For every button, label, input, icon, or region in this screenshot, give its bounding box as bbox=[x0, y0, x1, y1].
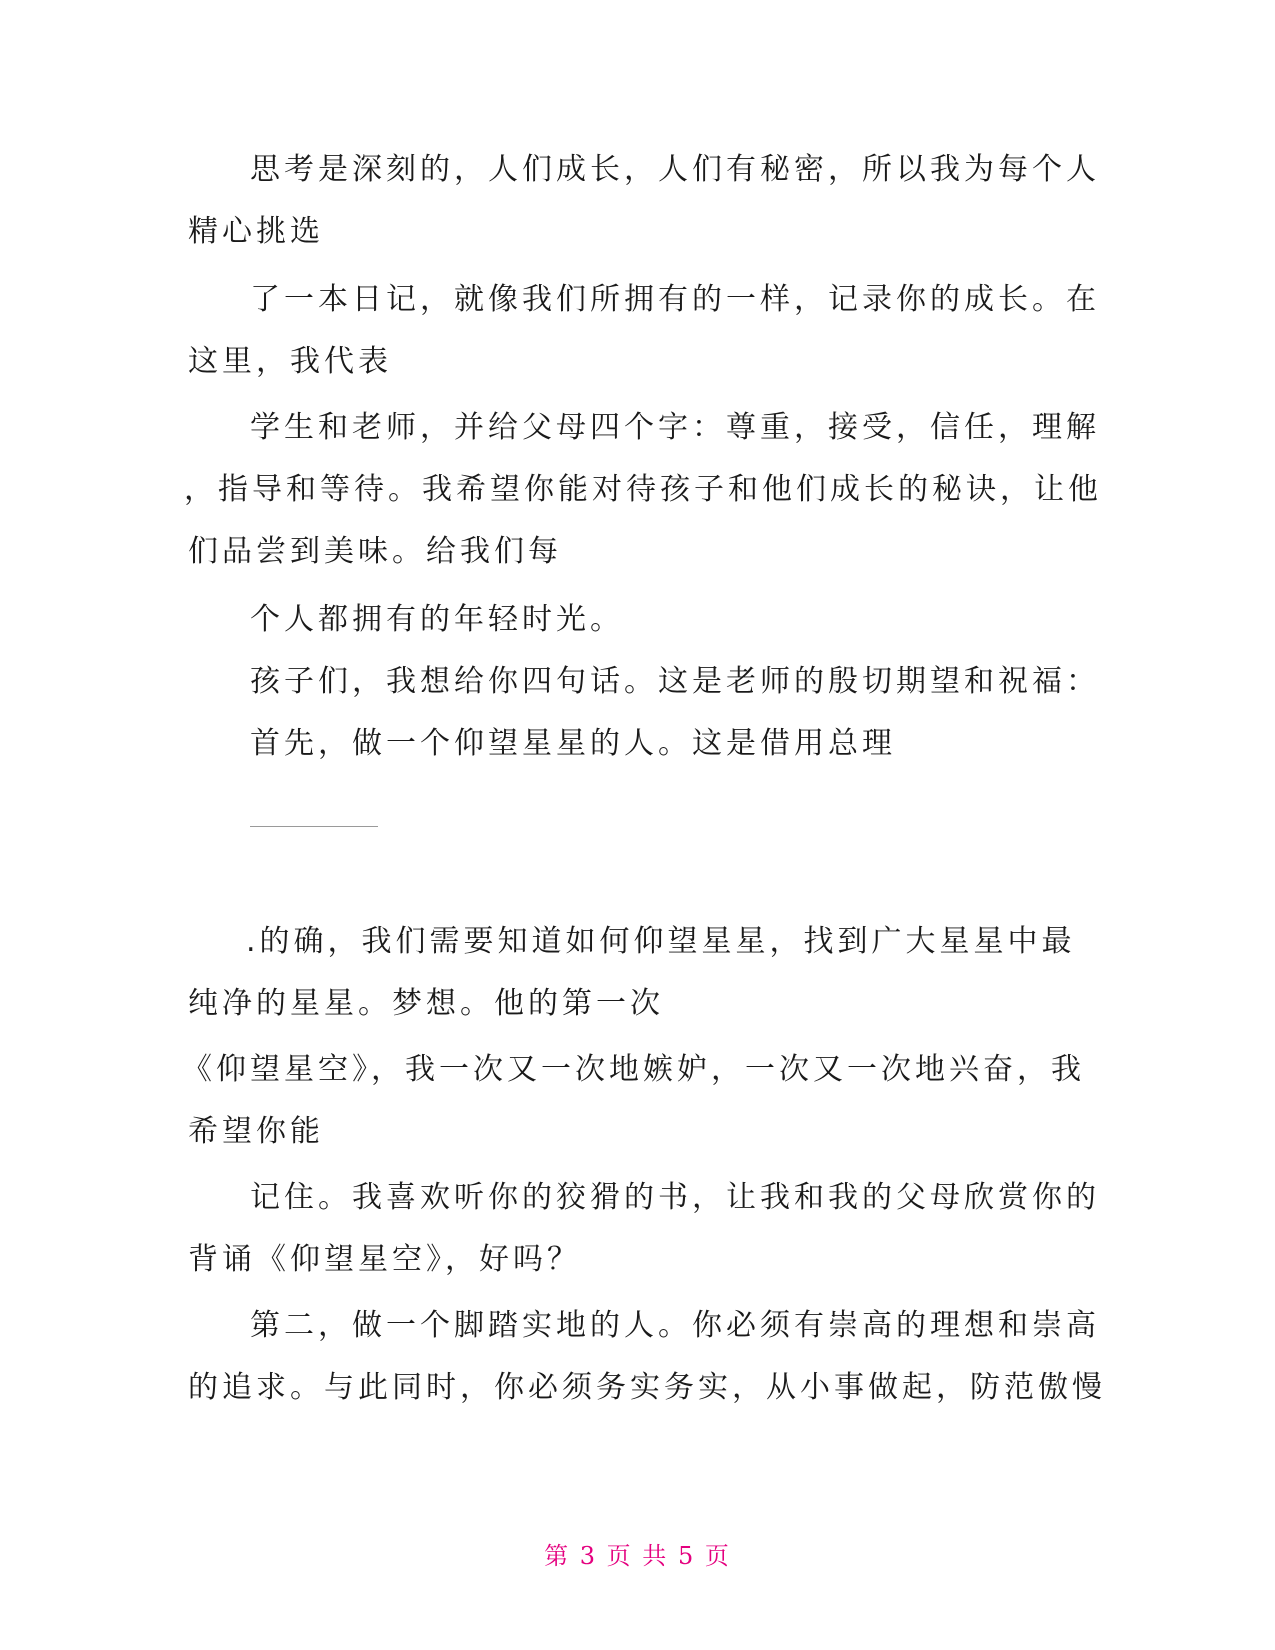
text-line-2: 精心挑选 bbox=[188, 214, 324, 249]
text-line-13: 《仰望星空》，我一次又一次地嫉妒，一次又一次地兴奋，我 bbox=[182, 1052, 1085, 1087]
text-line-16: 背诵《仰望星空》，好吗？ bbox=[188, 1242, 581, 1277]
text-line-8: 个人都拥有的年轻时光。 bbox=[250, 602, 624, 637]
text-line-14: 希望你能 bbox=[188, 1114, 324, 1149]
text-line-15: 记住。我喜欢听你的狡猾的书，让我和我的父母欣赏你的 bbox=[250, 1180, 1100, 1215]
text-line-3: 了一本日记，就像我们所拥有的一样，记录你的成长。在 bbox=[250, 282, 1100, 317]
page-number-footer: 第 3 页 共 5 页 bbox=[544, 1542, 731, 1570]
text-line-6: ，指导和等待。我希望你能对待孩子和他们成长的秘诀，让他 bbox=[184, 472, 1102, 507]
text-line-1: 思考是深刻的，人们成长，人们有秘密，所以我为每个人 bbox=[250, 152, 1100, 187]
text-line-18: 的追求。与此同时，你必须务实务实，从小事做起，防范傲慢 bbox=[188, 1370, 1106, 1405]
text-line-4: 这里，我代表 bbox=[188, 344, 392, 379]
text-line-5: 学生和老师，并给父母四个字：尊重，接受，信任，理解 bbox=[250, 410, 1100, 445]
text-line-10: 首先，做一个仰望星星的人。这是借用总理 bbox=[250, 726, 896, 761]
text-line-7: 们品尝到美味。给我们每 bbox=[188, 534, 562, 569]
text-line-9: 孩子们，我想给你四句话。这是老师的殷切期望和祝福： bbox=[250, 664, 1100, 699]
text-line-11: .的确，我们需要知道如何仰望星星，找到广大星星中最 bbox=[246, 924, 1076, 959]
text-line-17: 第二，做一个脚踏实地的人。你必须有崇高的理想和崇高 bbox=[250, 1308, 1100, 1343]
footnote-separator bbox=[250, 826, 378, 827]
text-line-12: 纯净的星星。梦想。他的第一次 bbox=[188, 986, 664, 1021]
